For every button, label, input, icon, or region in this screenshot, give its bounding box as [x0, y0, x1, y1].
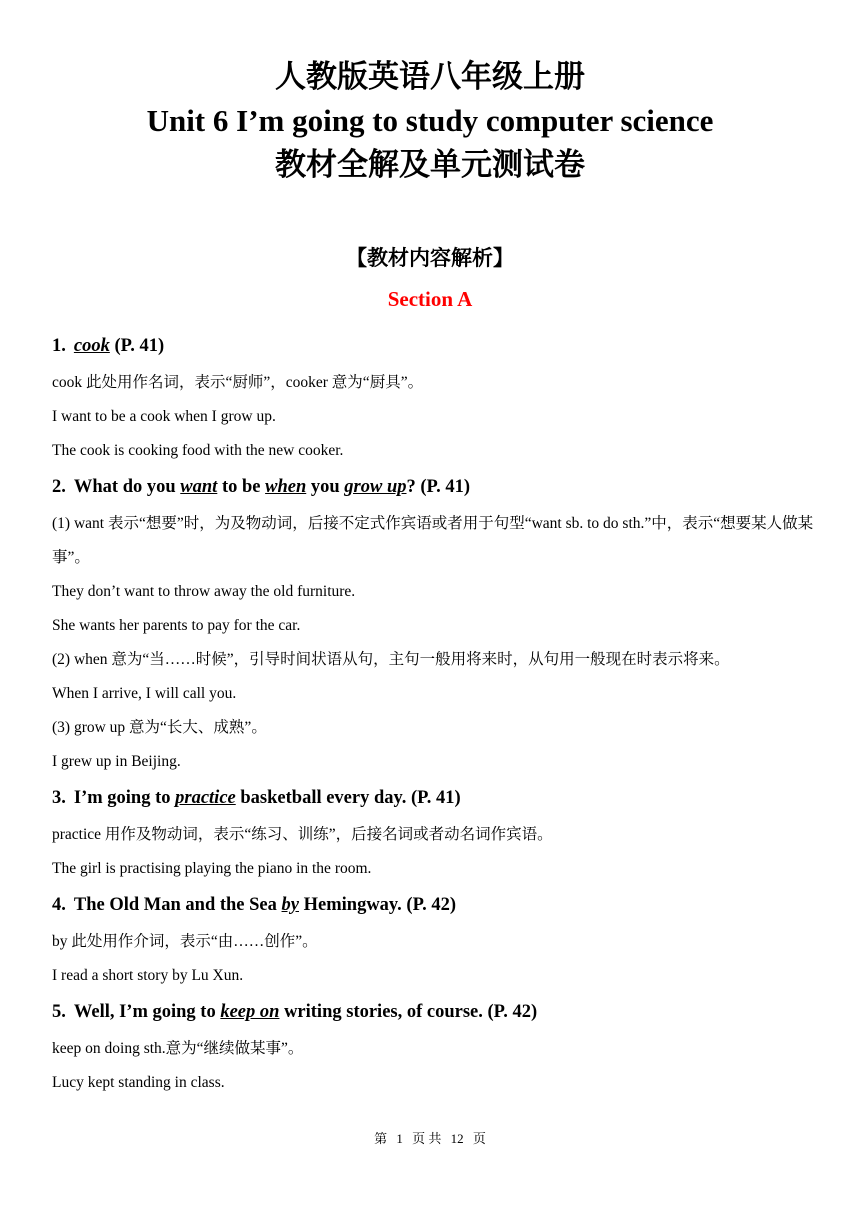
- footer-total-pages: 12: [450, 1131, 464, 1146]
- item-number: 1.: [52, 336, 66, 356]
- item-heading: [52, 892, 816, 918]
- explanation-line: (1) want 表示“想要”时，为及物动词，后接不定式作宾语或者用于句型“want sb. to do sth.”中，表示“想要某人做某事”。: [52, 515, 814, 566]
- keyword: grow up: [344, 477, 407, 497]
- content-body: [52, 333, 816, 1106]
- item-heading: [52, 999, 816, 1025]
- item-number: 5.: [52, 1002, 66, 1022]
- keyword: keep on: [220, 1002, 280, 1022]
- footer-mid: 页 共: [412, 1131, 442, 1146]
- section-heading: 【教材内容解析】: [346, 246, 514, 270]
- heading-text: you: [306, 477, 345, 497]
- heading-text: The Old Man and the Sea: [73, 895, 282, 915]
- heading-text: ? (P. 41): [406, 477, 471, 497]
- heading-text: basketball every day. (P. 41): [235, 788, 461, 808]
- explanation-line: The girl is practising playing the piano in the room.: [52, 860, 372, 877]
- title-line-1: 人教版英语八年级上册: [275, 59, 585, 94]
- footer-prefix: 第: [374, 1131, 388, 1146]
- item-number: 3.: [52, 788, 66, 808]
- explanation-line: I read a short story by Lu Xun.: [52, 967, 244, 984]
- explanation-line: (2) when 意为“当……时候”，引导时间状语从句，主句一般用将来时，从句用一般现在时表示将来。: [52, 651, 730, 668]
- heading-text: What do you: [73, 477, 181, 497]
- title-line-2: Unit 6 I’m going to study computer science: [146, 103, 714, 138]
- explanation-line: The cook is cooking food with the new cooker.: [52, 442, 344, 459]
- explanation-line: by 此处用作介词，表示“由……创作”。: [52, 933, 318, 950]
- heading-text: (P. 41): [109, 336, 165, 356]
- keyword: practice: [175, 788, 236, 808]
- page-footer: [0, 1128, 860, 1147]
- item-heading: [52, 474, 816, 500]
- keyword: when: [265, 477, 307, 497]
- explanation-line: (3) grow up 意为“长大、成熟”。: [52, 719, 267, 736]
- heading-text: to be: [217, 477, 266, 497]
- explanation-line: cook 此处用作名词，表示“厨师”，cooker 意为“厨具”。: [52, 374, 424, 391]
- explanation-line: When I arrive, I will call you.: [52, 685, 237, 702]
- section-a-heading: Section A: [387, 287, 473, 311]
- explanation-line: practice 用作及物动词，表示“练习、训练”，后接名词或者动名词作宾语。: [52, 826, 553, 843]
- heading-text: Well, I’m going to: [73, 1002, 221, 1022]
- heading-text: I’m going to: [73, 788, 176, 808]
- heading-text: Hemingway. (P. 42): [299, 895, 457, 915]
- item-heading: [52, 785, 816, 811]
- footer-page-number: 1: [396, 1131, 403, 1146]
- keyword: by: [281, 895, 299, 915]
- explanation-line: I grew up in Beijing.: [52, 753, 181, 770]
- item-number: 2.: [52, 477, 66, 497]
- footer-suffix: 页: [472, 1131, 486, 1146]
- heading-text: writing stories, of course. (P. 42): [279, 1002, 538, 1022]
- item-number: 4.: [52, 895, 66, 915]
- explanation-line: I want to be a cook when I grow up.: [52, 408, 276, 425]
- explanation-line: They don’t want to throw away the old furniture.: [52, 583, 356, 600]
- keyword: want: [180, 477, 218, 497]
- title-line-3: 教材全解及单元测试卷: [275, 147, 585, 182]
- explanation-line: Lucy kept standing in class.: [52, 1074, 225, 1091]
- keyword: cook: [73, 336, 110, 356]
- item-heading: [52, 333, 816, 359]
- explanation-line: keep on doing sth.意为“继续做某事”。: [52, 1040, 304, 1057]
- explanation-line: She wants her parents to pay for the car.: [52, 617, 301, 634]
